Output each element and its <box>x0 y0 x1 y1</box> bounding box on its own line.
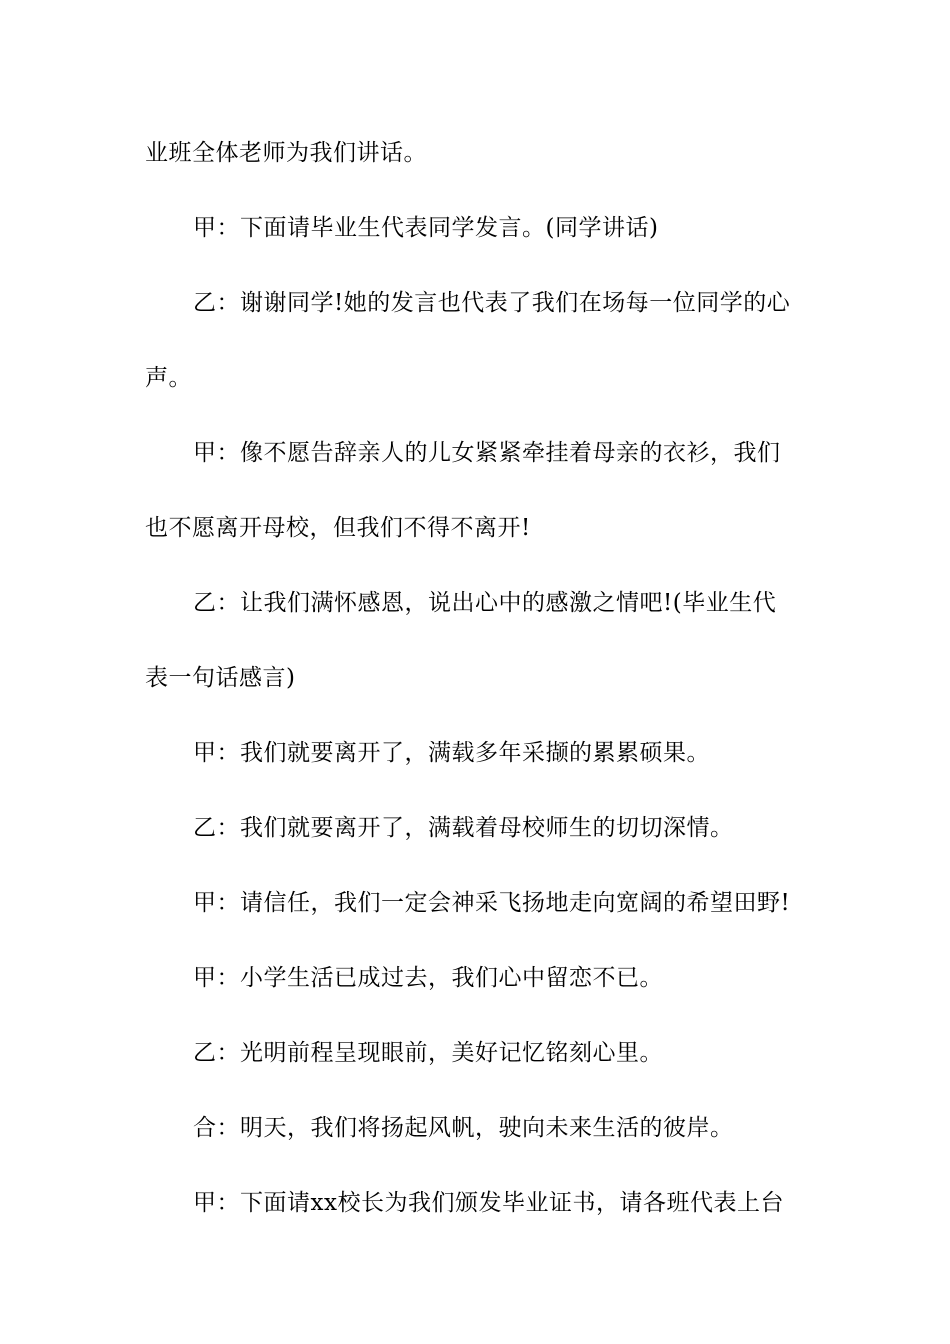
text-line: 表一句话感言) <box>145 665 296 691</box>
text-line: 甲：我们就要离开了，满载多年采撷的累累硕果。 <box>193 740 710 766</box>
text-line: 合：明天，我们将扬起风帆，驶向未来生活的彼岸。 <box>193 1115 734 1141</box>
text-line: 乙：我们就要离开了，满载着母校师生的切切深情。 <box>193 815 734 841</box>
text-line: 也不愿离开母校，但我们不得不离开! <box>145 515 531 541</box>
text-line: 业班全体老师为我们讲话。 <box>145 140 427 166</box>
text-line: 乙：谢谢同学!她的发言也代表了我们在场每一位同学的心 <box>193 290 791 316</box>
text-line: 甲：像不愿告辞亲人的儿女紧紧牵挂着母亲的衣衫，我们 <box>193 440 781 466</box>
text-line: 声。 <box>145 365 192 391</box>
text-line: 乙：让我们满怀感恩，说出心中的感激之情吧!(毕业生代 <box>193 590 777 616</box>
text-line: 甲：下面请xx校长为我们颁发毕业证书，请各班代表上台 <box>193 1190 784 1216</box>
text-line: 甲：下面请毕业生代表同学发言。(同学讲话) <box>193 215 659 241</box>
text-line: 乙：光明前程呈现眼前，美好记忆铭刻心里。 <box>193 1040 663 1066</box>
text-line: 甲：请信任，我们一定会神采飞扬地走向宽阔的希望田野! <box>193 890 791 916</box>
text-line: 甲：小学生活已成过去，我们心中留恋不已。 <box>193 965 663 991</box>
